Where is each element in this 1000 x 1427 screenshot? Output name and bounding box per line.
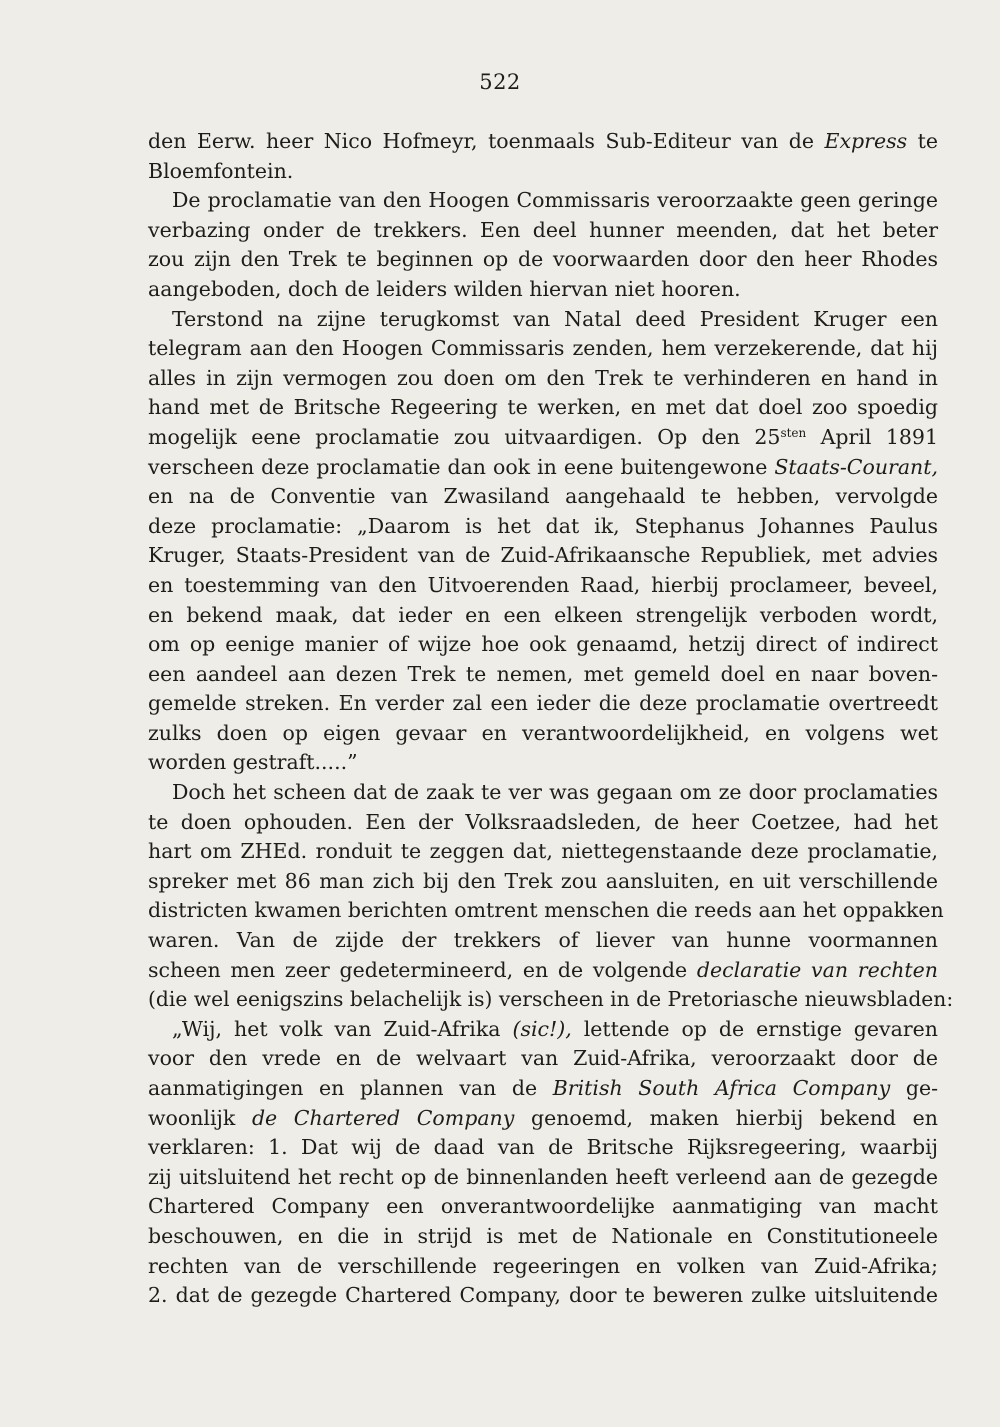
text-line <box>148 867 938 897</box>
text-line <box>148 157 938 187</box>
text-line <box>148 926 938 956</box>
text-segment: voor den vrede en de welvaart van Zuid-Afrika, veroorzaakt door de <box>148 1046 938 1071</box>
text-segment: gemelde streken. En verder zal een ieder die deze proclamatie overtreedt <box>148 691 938 716</box>
text-line <box>148 275 938 305</box>
text-line <box>148 896 944 926</box>
text-segment: te doen ophouden. Een der Volksraadsleden, de heer Coetzee, had het <box>148 809 938 834</box>
text-line <box>148 186 938 216</box>
text-line <box>148 837 938 867</box>
text-line <box>148 719 938 749</box>
text-line <box>148 808 938 838</box>
text-line <box>148 660 938 690</box>
text-segment: rechten van de verschillende regeeringen en volken van Zuid-Afrika; <box>148 1253 938 1278</box>
text-segment: scheen men zeer gedetermineerd, en de volgende <box>148 957 697 982</box>
text-line <box>148 364 938 394</box>
text-segment: verklaren: 1. Dat wij de daad van de Britsche Rijksregeering, waarbij <box>148 1135 938 1160</box>
italic-text: Staats-Courant, <box>774 454 938 479</box>
text-segment: en na de Conventie van Zwasiland aangehaald te hebben, vervolgde <box>148 484 938 509</box>
text-segment: April 1891 <box>806 424 938 449</box>
text-line <box>148 985 954 1015</box>
superscript-text: sten <box>780 425 807 440</box>
text-line <box>148 1252 938 1282</box>
text-segment: zulks doen op eigen gevaar en verantwoordelijkheid, en volgens wet <box>148 720 938 745</box>
text-segment: Doch het scheen dat de zaak te ver was gegaan om ze door proclamaties <box>172 780 938 805</box>
text-segment: deze proclamatie: „Daarom is het dat ik, Stephanus Johannes Paulus <box>148 513 938 538</box>
italic-text: declaratie van rechten <box>696 957 938 982</box>
text-segment: Terstond na zijne terugkomst van Natal deed President Kruger een <box>172 306 938 331</box>
text-segment: te <box>907 129 939 153</box>
text-segment: telegram aan den Hoogen Commissaris zenden, hem verzekerende, dat hij <box>148 336 938 361</box>
text-line <box>148 305 938 335</box>
text-line <box>148 1044 938 1074</box>
text-line <box>148 630 938 660</box>
text-line <box>148 748 938 778</box>
text-segment: hand met de Britsche Regeering te werken, en met dat doel zoo spoedig <box>148 395 938 420</box>
text-segment: beschouwen, en die in strijd is met de Nationale en Constitutioneele <box>148 1223 938 1248</box>
text-line <box>148 512 938 542</box>
italic-text: British South Africa Company <box>552 1076 891 1100</box>
text-segment: 2. dat de gezegde Chartered Company, door te beweren zulke uitsluitende <box>148 1283 938 1308</box>
text-segment: (die wel eenigszins belachelijk is) verscheen in de Pretoriasche nieuwsbladen: <box>148 987 954 1012</box>
text-line <box>148 1015 938 1045</box>
text-segment: verscheen deze proclamatie dan ook in eene buitengewone <box>148 454 775 479</box>
text-segment: spreker met 86 man zich bij den Trek zou aansluiten, en uit verschillende <box>148 868 938 893</box>
text-line <box>148 1104 938 1134</box>
text-line <box>148 601 938 631</box>
text-segment: aangeboden, doch de leiders wilden hiervan niet hooren. <box>148 276 741 301</box>
body-text <box>148 127 954 1311</box>
text-segment: worden gestraft.....” <box>148 750 358 775</box>
text-line <box>148 956 938 986</box>
text-line <box>148 453 938 483</box>
text-line <box>148 1074 938 1104</box>
text-segment: om op eenige manier of wijze hoe ook genaamd, hetzij direct of indirect <box>148 632 938 657</box>
text-line <box>148 778 938 808</box>
text-segment: woonlijk <box>148 1105 252 1130</box>
text-segment: en toestemming van den Uitvoerenden Raad, hierbij proclameer, beveel, <box>148 572 938 597</box>
text-segment: zou zijn den Trek te beginnen op de voorwaarden door den heer Rhodes <box>148 247 938 272</box>
text-line <box>148 1222 938 1252</box>
page-number: 522 <box>479 70 521 94</box>
text-segment: aanmatigingen en plannen van de <box>148 1076 553 1100</box>
text-line <box>148 393 938 423</box>
text-segment: Bloemfontein. <box>148 158 294 183</box>
text-segment: alles in zijn vermogen zou doen om den Trek te verhinderen en hand in <box>148 365 938 390</box>
text-line <box>148 245 938 275</box>
text-segment: districten kwamen berichten omtrent menschen die reeds aan het oppakken <box>148 898 944 923</box>
text-segment: genoemd, maken hierbij bekend en <box>514 1105 938 1130</box>
text-segment: lettende op de ernstige gevaren <box>571 1016 938 1041</box>
text-line <box>148 334 938 364</box>
text-line <box>148 482 938 512</box>
text-segment: „Wij, het volk van Zuid-Afrika <box>172 1016 513 1041</box>
text-line <box>148 571 938 601</box>
text-line <box>148 127 938 157</box>
text-line <box>148 689 938 719</box>
text-segment: De proclamatie van den Hoogen Commissaris veroorzaakte geen geringe <box>172 188 938 213</box>
text-segment: zij uitsluitend het recht op de binnenlanden heeft verleend aan de gezegde <box>148 1164 938 1189</box>
text-segment: verbazing onder de trekkers. Een deel hunner meenden, dat het beter <box>148 217 938 242</box>
text-segment: Kruger, Staats-President van de Zuid-Afrikaansche Republiek, met advies <box>148 543 938 568</box>
text-segment: en bekend maak, dat ieder en een elkeen strengelijk verboden wordt, <box>148 602 938 627</box>
italic-text: (sic!), <box>512 1016 572 1041</box>
text-line <box>148 1281 938 1311</box>
text-segment: den Eerw. heer Nico Hofmeyr, toenmaals Sub-Editeur van de <box>148 129 825 153</box>
text-line <box>148 1163 938 1193</box>
text-line <box>148 423 938 453</box>
text-segment: waren. Van de zijde der trekkers of liever van hunne voormannen <box>148 928 938 953</box>
text-line <box>148 216 938 246</box>
text-line <box>148 1133 938 1163</box>
text-line <box>148 541 938 571</box>
italic-text: de Chartered Company <box>251 1105 515 1130</box>
text-segment: hart om ZHEd. ronduit te zeggen dat, niettegenstaande deze proclamatie, <box>148 839 938 864</box>
text-line <box>148 1192 938 1222</box>
text-segment: Chartered Company een onverantwoordelijke aanmatiging van macht <box>148 1194 938 1219</box>
text-segment: een aandeel aan dezen Trek te nemen, met gemeld doel en naar boven- <box>148 661 938 686</box>
italic-text: Express <box>824 129 908 153</box>
text-segment: mogelijk eene proclamatie zou uitvaardigen. Op den 25 <box>148 424 781 449</box>
text-segment: ge- <box>890 1076 939 1100</box>
